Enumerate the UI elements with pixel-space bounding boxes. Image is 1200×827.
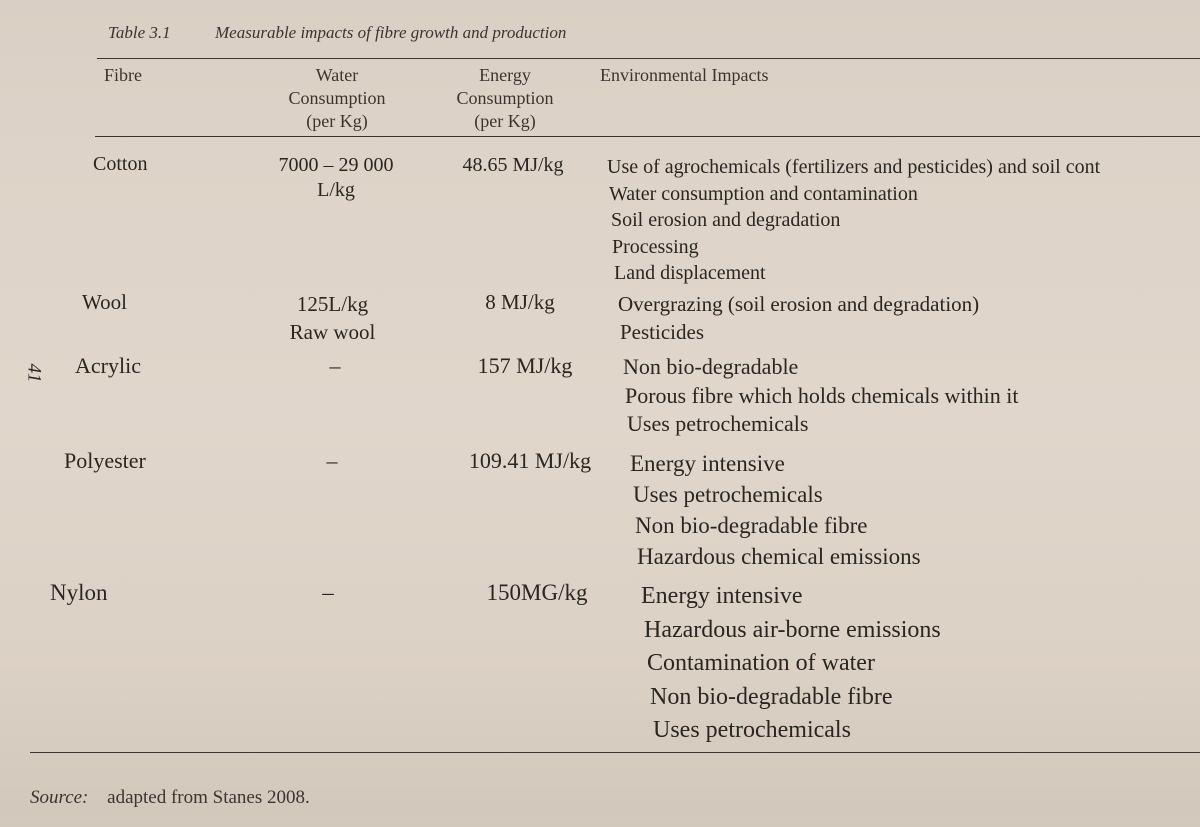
header-impacts: Environmental Impacts bbox=[600, 65, 769, 85]
header-energy bbox=[430, 64, 580, 133]
row-polyester-impacts bbox=[630, 448, 921, 572]
header-water-line: (per Kg) bbox=[306, 111, 368, 131]
impact-line: Hazardous chemical emissions bbox=[637, 544, 921, 569]
row-polyester-water: – bbox=[326, 448, 338, 473]
water-line: 7000 – 29 000 bbox=[278, 154, 394, 176]
impact-line: Overgrazing (soil erosion and degradation) bbox=[618, 292, 980, 316]
impact-line: Non bio-degradable bbox=[623, 354, 799, 379]
top-rule bbox=[97, 58, 1200, 59]
water-line: Raw wool bbox=[289, 320, 376, 344]
impact-line: Non bio-degradable fibre bbox=[635, 513, 868, 538]
row-acrylic-water: – bbox=[329, 353, 341, 378]
impact-line: Non bio-degradable fibre bbox=[650, 683, 893, 710]
page-number: 41 bbox=[23, 363, 45, 383]
impact-line: Hazardous air-borne emissions bbox=[644, 616, 941, 643]
water-line: L/kg bbox=[317, 179, 355, 201]
row-nylon-water: – bbox=[322, 580, 334, 605]
source-note bbox=[30, 787, 310, 809]
impact-line: Land displacement bbox=[614, 262, 766, 284]
impact-line: Processing bbox=[612, 235, 699, 258]
row-polyester-energy: 109.41 MJ/kg bbox=[468, 448, 592, 473]
header-water bbox=[262, 64, 412, 133]
header-water-line: Water bbox=[315, 65, 359, 85]
row-acrylic-impacts bbox=[623, 353, 1019, 439]
header-energy-line: Consumption bbox=[456, 88, 554, 108]
impact-line: Water consumption and contamination bbox=[609, 182, 918, 205]
impact-line: Uses petrochemicals bbox=[633, 482, 823, 507]
impact-line: Uses petrochemicals bbox=[627, 411, 809, 436]
row-nylon-impacts bbox=[641, 580, 941, 748]
impact-line: Energy intensive bbox=[630, 451, 785, 476]
row-acrylic-fibre: Acrylic bbox=[75, 353, 141, 378]
row-wool-water bbox=[255, 290, 410, 346]
row-acrylic-energy: 157 MJ/kg bbox=[477, 353, 573, 378]
row-nylon-fibre: Nylon bbox=[50, 580, 108, 605]
impact-line: Energy intensive bbox=[641, 583, 803, 609]
impact-line: Use of agrochemicals (fertilizers and pesticides) and soil cont bbox=[607, 156, 1101, 178]
impact-line: Uses petrochemicals bbox=[653, 717, 851, 743]
row-wool-impacts bbox=[618, 290, 979, 346]
row-cotton-impacts bbox=[607, 154, 1100, 287]
row-wool-energy: 8 MJ/kg bbox=[485, 290, 555, 314]
source-label: Source: bbox=[30, 787, 89, 808]
row-cotton-fibre: Cotton bbox=[93, 153, 148, 175]
impact-line: Porous fibre which holds chemicals within it bbox=[625, 382, 1019, 408]
bottom-rule bbox=[30, 752, 1200, 753]
row-cotton-water bbox=[256, 153, 416, 203]
impact-line: Pesticides bbox=[620, 320, 704, 344]
header-energy-line: (per Kg) bbox=[474, 111, 536, 131]
source-text: adapted from Stanes 2008. bbox=[107, 787, 310, 808]
row-nylon-energy: 150MG/kg bbox=[486, 580, 588, 605]
table-title: Measurable impacts of fibre growth and production bbox=[215, 23, 567, 42]
row-polyester-fibre: Polyester bbox=[64, 448, 146, 473]
row-wool-fibre: Wool bbox=[82, 290, 127, 314]
table-label: Table 3.1 bbox=[108, 23, 171, 42]
header-energy-line: Energy bbox=[479, 65, 531, 85]
header-water-line: Consumption bbox=[288, 88, 386, 108]
impact-line: Soil erosion and degradation bbox=[611, 209, 841, 231]
row-cotton-energy: 48.65 MJ/kg bbox=[462, 154, 564, 176]
header-rule bbox=[95, 136, 1200, 137]
water-line: 125L/kg bbox=[296, 292, 369, 316]
header-fibre: Fibre bbox=[104, 65, 142, 85]
impact-line: Contamination of water bbox=[647, 650, 875, 676]
